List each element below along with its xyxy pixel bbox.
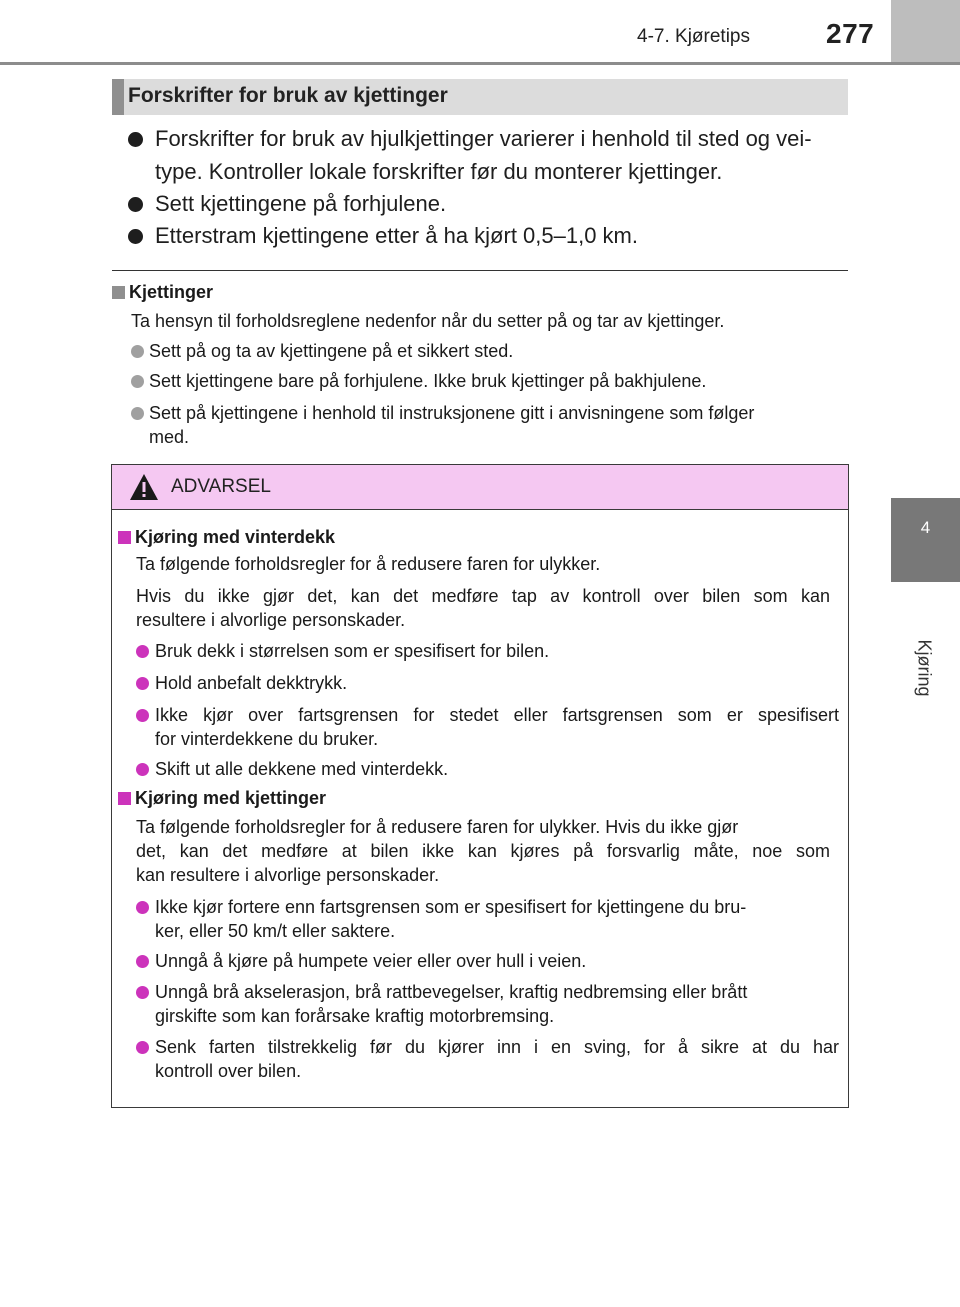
header-rule [0, 62, 960, 65]
bullet-dot [128, 132, 143, 147]
warning-triangle-icon [129, 473, 159, 501]
chains-warning-item: ker, eller 50 km/t eller saktere. [155, 921, 396, 941]
section-title-bar [112, 79, 848, 115]
bullet-dot [136, 677, 149, 690]
bullet-dot [136, 986, 149, 999]
header-section-title: 4-7. Kjøretips [637, 26, 750, 47]
chains-item: Sett på og ta av kjettingene på et sikkert sted. [149, 341, 514, 361]
bullet-dot [136, 901, 149, 914]
warning-title: ADVARSEL [171, 476, 271, 497]
winter-para: resultere i alvorlige personskader. [136, 610, 406, 630]
section-divider [112, 270, 848, 271]
bullet-dot [128, 197, 143, 212]
winter-item: Hold anbefalt dekktrykk. [155, 673, 348, 693]
chains-item: Sett kjettingene bare på forhjulene. Ikke bruk kjettinger på bakhjulene. [149, 371, 707, 391]
chains-warning-item: Senk farten tilstrekkelig før du kjører inn i en sving, for å sikre at du har [155, 1037, 839, 1057]
winter-heading [118, 527, 335, 548]
chains-warning-para: kan resultere i alvorlige personskader. [136, 865, 440, 885]
bullet-dot [131, 345, 144, 358]
bullet-dot [136, 645, 149, 658]
bullet-dot [136, 763, 149, 776]
chains-warning-item: kontroll over bilen. [155, 1061, 302, 1081]
chains-warning-para: det, kan det medføre at bilen ikke kan kjøres på forsvarlig måte, noe som [136, 841, 830, 861]
winter-item: Skift ut alle dekkene med vinterdekk. [155, 759, 449, 779]
bullet-dot [136, 1041, 149, 1054]
bullet-text: type. Kontroller lokale forskrifter før du monterer kjettinger. [155, 159, 723, 184]
chapter-label-text: Kjøring [914, 639, 935, 697]
bullet-dot [136, 709, 149, 722]
chains-warning-item: Unngå brå akselerasjon, brå rattbevegelser, kraftig nedbremsing eller brått [155, 982, 748, 1002]
winter-item: Bruk dekk i størrelsen som er spesifisert for bilen. [155, 641, 550, 661]
winter-item: for vinterdekkene du bruker. [155, 729, 379, 749]
chains-warning-para: Ta følgende forholdsregler for å redusere faren for ulykker. Hvis du ikke gjør [136, 817, 739, 837]
chapter-label [912, 628, 936, 708]
winter-item: Ikke kjør over fartsgrensen for stedet eller fartsgrensen som er spesifisert [155, 705, 839, 725]
bullet-dot [136, 955, 149, 968]
bullet-dot [131, 407, 144, 420]
section-accent [112, 79, 124, 115]
bullet-text: Etterstram kjettingene etter å ha kjørt 0,5–1,0 km. [155, 223, 638, 248]
chapter-number: 4 [920, 518, 931, 537]
warning-header [112, 465, 848, 510]
chains-item: med. [149, 427, 190, 447]
chains-item: Sett på kjettingene i henhold til instruksjonene gitt i anvisningene som følger [149, 403, 755, 423]
chains-heading-text: Kjettinger [129, 282, 214, 302]
section-title: Forskrifter for bruk av kjettinger [128, 84, 448, 107]
square-marker-icon [118, 531, 131, 544]
chapter-tab[interactable] [891, 498, 960, 582]
chains-warning-item: girskifte som kan forårsake kraftig motorbremsing. [155, 1006, 555, 1026]
bullet-dot [128, 229, 143, 244]
bullet-text: Forskrifter for bruk av hjulkjettinger varierer i henhold til sted og vei- [155, 126, 812, 151]
bullet-dot [131, 375, 144, 388]
square-marker-icon [112, 286, 125, 299]
chains-warning-item: Ikke kjør fortere enn fartsgrensen som er spesifisert for kjettingene du bru- [155, 897, 747, 917]
page-number: 277 [826, 18, 875, 49]
chains-warning-item: Unngå å kjøre på humpete veier eller over hull i veien. [155, 951, 587, 971]
chains-heading [112, 282, 213, 303]
warning-box [111, 464, 849, 1108]
chains-intro: Ta hensyn til forholdsreglene nedenfor når du setter på og tar av kjettinger. [131, 311, 725, 331]
winter-para: Hvis du ikke gjør det, kan det medføre tap av kontroll over bilen som kan [136, 586, 830, 606]
square-marker-icon [118, 792, 131, 805]
bullet-text: Sett kjettingene på forhjulene. [155, 191, 447, 216]
chains-warning-heading-text: Kjøring med kjettinger [135, 788, 327, 808]
winter-para: Ta følgende forholdsregler for å redusere faren for ulykker. [136, 554, 601, 574]
chains-warning-heading [118, 788, 326, 809]
winter-heading-text: Kjøring med vinterdekk [135, 527, 336, 547]
side-tab-top-block [891, 0, 960, 62]
